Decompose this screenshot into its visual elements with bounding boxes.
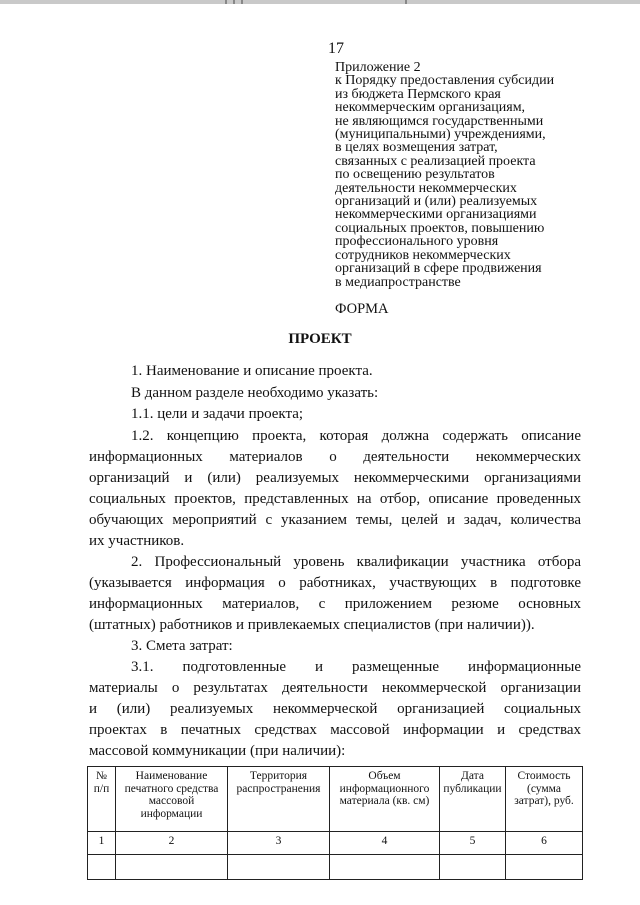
annex-line: по освещению результатов — [335, 167, 495, 183]
section-3-heading: 3. Смета затрат: — [131, 638, 233, 654]
empty-cell — [228, 855, 330, 880]
annex-line: из бюджета Пермского края — [335, 86, 501, 102]
empty-cell — [506, 855, 583, 880]
annex-line: профессионального уровня — [335, 234, 499, 250]
section-3-1-line: проектах в печатных средствах массовой информации и средствах — [89, 722, 581, 738]
header-cell-cost: Стоимость (сумма затрат), руб. — [506, 767, 583, 832]
index-cell: 5 — [440, 832, 506, 855]
empty-cell — [440, 855, 506, 880]
section-3-1-line: материалы о результатах деятельности некоммерческой организации — [89, 680, 581, 696]
section-2-line: (указывается информация о работниках, участвующих в подготовке — [89, 575, 581, 591]
section-3-1-line: и (или) реализуемых некоммерческой организацией социальных — [89, 701, 581, 717]
annex-line: деятельности некоммерческих — [335, 180, 517, 196]
section-2-line: 2. Профессиональный уровень квалификации участника отбора — [131, 554, 581, 570]
index-cell: 4 — [330, 832, 440, 855]
section-1-2-line: организаций и (или) реализуемых некоммерческими организациями — [89, 470, 581, 486]
annex-line: связанных с реализацией проекта — [335, 153, 536, 169]
document-title: ПРОЕКТ — [288, 331, 352, 347]
form-label: ФОРМА — [335, 301, 389, 317]
section-2-line: (штатных) работников и привлекаемых специалистов (при наличии)). — [89, 617, 535, 633]
annex-line: Приложение 2 — [335, 60, 421, 75]
page-number: 17 — [328, 40, 344, 57]
index-cell: 3 — [228, 832, 330, 855]
annex-line: в целях возмещения затрат, — [335, 140, 498, 156]
section-1-intro: В данном разделе необходимо указать: — [131, 385, 379, 401]
annex-line: организаций в сфере продвижения — [335, 261, 542, 277]
section-1-heading: 1. Наименование и описание проекта. — [131, 363, 373, 379]
table-header-row — [88, 767, 583, 832]
annex-line: организаций и (или) реализуемых — [335, 194, 538, 210]
annex-header — [335, 61, 554, 289]
section-3-1-line: массовой коммуникации (при наличии): — [89, 743, 346, 759]
section-1-2-line: 1.2. концепцию проекта, которая должна содержать описание — [131, 428, 581, 444]
expense-table — [87, 766, 583, 880]
annex-line: некоммерческими организациями — [335, 207, 537, 223]
header-cell-volume: Объем информационного материала (кв. см) — [330, 767, 440, 832]
empty-cell — [88, 855, 116, 880]
annex-line: (муниципальными) учреждениями, — [335, 127, 546, 143]
empty-cell — [116, 855, 228, 880]
scan-top-edge — [0, 0, 640, 4]
annex-line: социальных проектов, повышению — [335, 220, 545, 236]
section-1-2-line: обучающих мероприятий с указанием темы, целей и задач, количества — [89, 512, 581, 528]
annex-line: не являющимся государственными — [335, 113, 544, 129]
annex-line: к Порядку предоставления субсидии — [335, 73, 555, 89]
index-cell: 2 — [116, 832, 228, 855]
annex-line: некоммерческим организациям, — [335, 100, 526, 116]
header-cell-territory: Территория распространения — [228, 767, 330, 832]
empty-cell — [330, 855, 440, 880]
section-1-2-line: их участников. — [89, 533, 185, 549]
section-3-1-line: 3.1. подготовленные и размещенные информационные — [131, 659, 581, 675]
section-1-2-line: социальных проектов, представленных на отбор, описание проведенных — [89, 491, 581, 507]
header-cell-date: Дата публикации — [440, 767, 506, 832]
annex-line: в медиапространстве — [335, 274, 461, 290]
table-row — [88, 855, 583, 880]
index-cell: 6 — [506, 832, 583, 855]
section-2-line: информационных материалов, с приложением резюме основных — [89, 596, 581, 612]
section-1-2-line: информационных материалов о деятельности некоммерческих — [89, 449, 581, 465]
table-row — [88, 832, 583, 855]
annex-line: сотрудников некоммерческих — [335, 247, 511, 263]
index-cell: 1 — [88, 832, 116, 855]
header-cell-number: № п/п — [88, 767, 116, 832]
header-cell-media-name: Наименование печатного средства массовой информации — [116, 767, 228, 832]
section-1-1: 1.1. цели и задачи проекта; — [131, 406, 304, 422]
